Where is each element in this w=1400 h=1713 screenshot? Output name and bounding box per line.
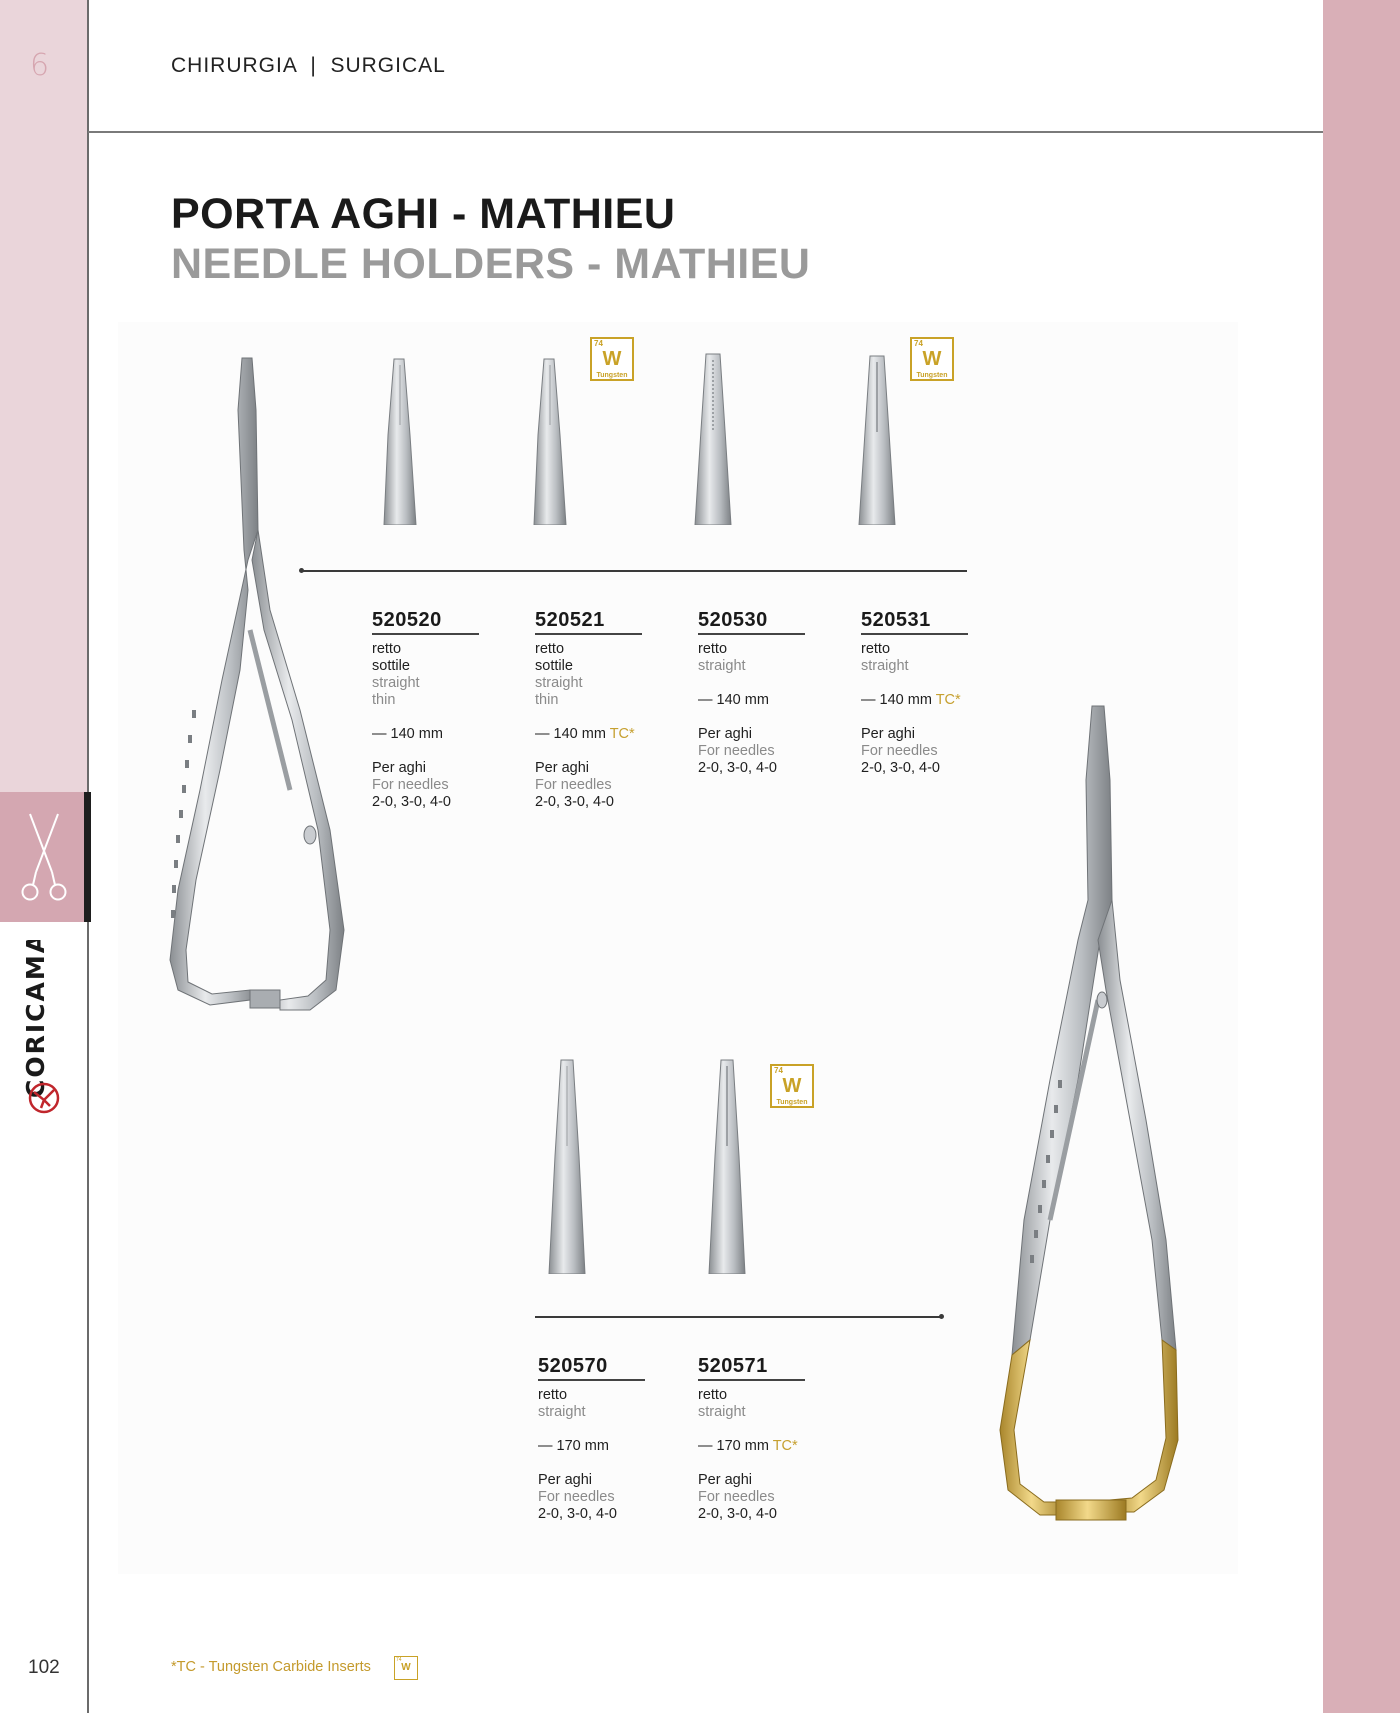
right-sidebar [1323,0,1400,1713]
needles-english: For needles [535,777,612,793]
rule-line-top [301,570,967,572]
type-italian: retto [698,641,728,657]
needle-sizes: 2-0, 3-0, 4-0 [538,1506,617,1522]
needle-sizes: 2-0, 3-0, 4-0 [535,794,614,810]
type-italian: retto [538,1387,568,1403]
rule-dot-bottom [939,1314,944,1319]
product-code: 520531 [861,612,968,635]
width-italian: sottile [535,658,573,674]
section-title: CHIRURGIA | SURGICAL [171,54,446,77]
footnote: *TC - Tungsten Carbide Inserts [171,1659,371,1675]
page-title-italian: PORTA AGHI - MATHIEU [171,190,676,238]
type-italian: retto [698,1387,728,1403]
needles-english: For needles [861,743,938,759]
needles-italian: Per aghi [698,1472,753,1488]
type-english: straight [861,658,909,674]
type-english: straight [538,1404,586,1420]
type-italian: retto [372,641,402,657]
product-code: 520570 [538,1358,645,1381]
length: — 170 mm [538,1438,609,1454]
type-english: straight [535,675,583,691]
length: — 140 mm [861,692,932,708]
product-520530 [698,609,818,777]
product-code: 520571 [698,1358,805,1381]
length: — 140 mm [372,726,443,742]
tungsten-badge-520571: 74 W Tungsten [770,1064,814,1108]
page-number: 102 [28,1657,60,1678]
header-divider [88,131,1323,133]
rule-line-bottom [535,1316,940,1318]
product-code: 520521 [535,612,642,635]
product-520571 [698,1355,818,1523]
needle-holder-large-steel-image [130,350,360,1030]
needle-sizes: 2-0, 3-0, 4-0 [698,760,777,776]
type-english: straight [698,658,746,674]
length: — 140 mm [535,726,606,742]
length: — 140 mm [698,692,769,708]
needle-sizes: 2-0, 3-0, 4-0 [372,794,451,810]
needle-sizes: 2-0, 3-0, 4-0 [698,1506,777,1522]
jaw-closeup-520521-image [530,355,570,525]
jaw-closeup-520571-image [705,1056,749,1274]
needles-italian: Per aghi [372,760,427,776]
needles-italian: Per aghi [698,726,753,742]
section-tab[interactable] [0,792,88,922]
width-english: thin [372,692,396,708]
jaw-closeup-520570-image [545,1056,589,1274]
width-italian: sottile [372,658,410,674]
tungsten-footnote-icon: 74 W [394,1656,418,1680]
jaw-closeup-520520-image [380,355,420,525]
svg-text:CORICAMA: CORICAMA [21,940,50,1098]
scissors-icon [0,792,88,922]
width-english: thin [535,692,559,708]
product-520521 [535,609,655,811]
needle-holder-large-tc-image [950,700,1240,1550]
type-english: straight [698,1404,746,1420]
needle-sizes: 2-0, 3-0, 4-0 [861,760,940,776]
needles-english: For needles [538,1489,615,1505]
jaw-closeup-520530-image [693,350,733,525]
length: — 170 mm [698,1438,769,1454]
tc-label: TC* [609,726,635,742]
product-520570 [538,1355,658,1523]
needles-english: For needles [698,1489,775,1505]
brand-logo [14,940,74,1120]
section-tab-marker [84,792,91,922]
tungsten-badge-520521: 74 W Tungsten [590,337,634,381]
product-code: 520530 [698,612,805,635]
type-italian: retto [861,641,891,657]
needles-italian: Per aghi [538,1472,593,1488]
chapter-number: 6 [30,48,50,83]
needles-english: For needles [372,777,449,793]
product-code: 520520 [372,612,479,635]
type-english: straight [372,675,420,691]
product-520520 [372,609,492,811]
needles-english: For needles [698,743,775,759]
type-italian: retto [535,641,565,657]
tc-label: TC* [935,692,961,708]
tungsten-badge-520531: 74 W Tungsten [910,337,954,381]
needles-italian: Per aghi [535,760,590,776]
page-title-english: NEEDLE HOLDERS - MATHIEU [171,240,811,288]
tc-label: TC* [772,1438,798,1454]
needles-italian: Per aghi [861,726,916,742]
jaw-closeup-520531-image [857,352,897,525]
